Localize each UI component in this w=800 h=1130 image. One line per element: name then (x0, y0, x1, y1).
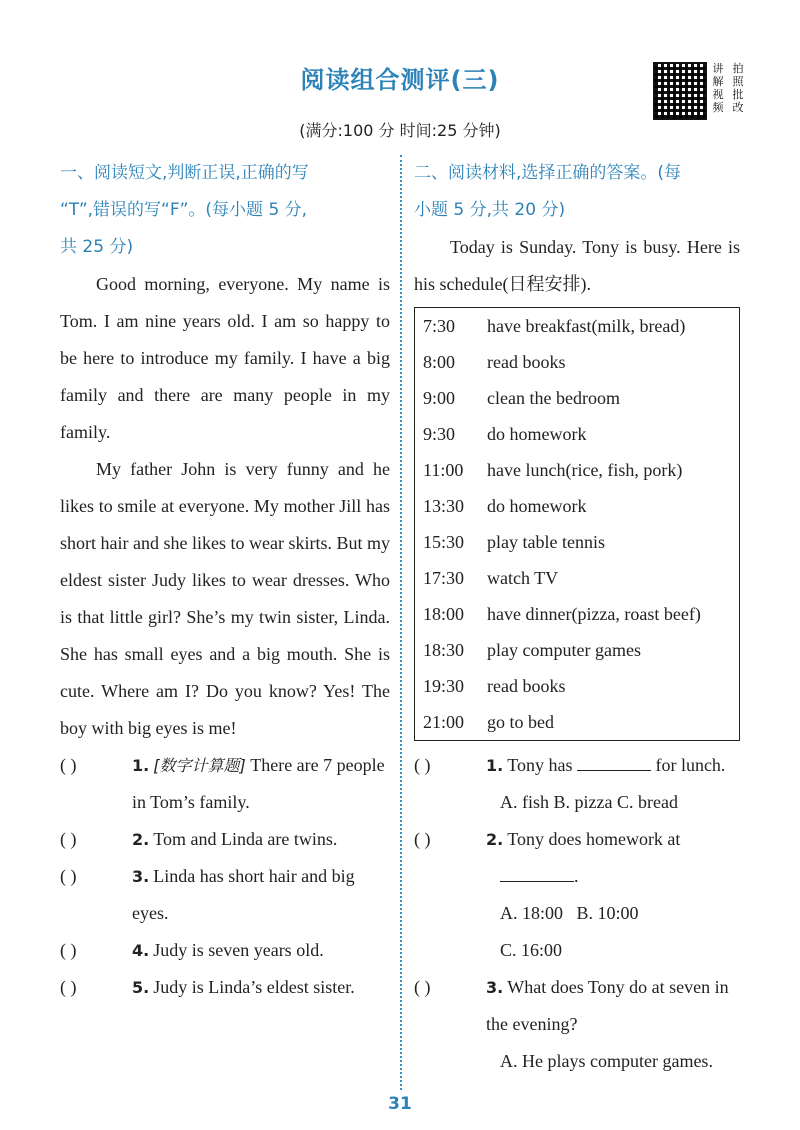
page-title: 阅读组合测评(三) (300, 66, 500, 94)
score-time-info: (满分:100 分 时间:25 分钟) (299, 121, 501, 140)
schedule-row (415, 596, 740, 632)
schedule-activity: go to bed (487, 712, 554, 732)
blank-line: . (414, 858, 740, 895)
question-text: Tony has (507, 755, 573, 775)
schedule-activity: watch TV (487, 568, 559, 588)
question-item (414, 747, 740, 784)
schedule-time: 19:30 (423, 676, 465, 696)
schedule-row (415, 704, 740, 741)
option-b: B. 10:00 (576, 903, 639, 923)
option-a: A. 18:00 (500, 903, 563, 923)
answer-bracket[interactable]: ( ) (414, 829, 431, 849)
qr-label: 频 (712, 101, 724, 114)
schedule-time: 18:00 (423, 604, 465, 624)
qr-label: 视 (712, 88, 724, 101)
schedule-row (415, 344, 740, 380)
answer-bracket[interactable]: ( ) (60, 940, 77, 960)
answer-bracket[interactable]: ( ) (60, 866, 77, 886)
question-text: Tony does homework at (507, 829, 681, 849)
section-one-heading: 一、阅读短文,判断正误,正确的写 “T”,错误的写“F”。(每小题 5 分, 共 25 分) (60, 163, 309, 257)
schedule-activity: do homework (487, 424, 587, 444)
question-item (414, 821, 740, 858)
schedule-time: 7:30 (423, 316, 456, 336)
schedule-time: 21:00 (423, 712, 465, 732)
schedule-time: 13:30 (423, 496, 465, 516)
question-number: 4. (132, 941, 150, 960)
qr-labels (708, 62, 748, 114)
question-number: 5. (132, 978, 150, 997)
question-text: for lunch. (655, 755, 726, 775)
schedule-activity: have dinner(pizza, roast beef) (487, 604, 701, 624)
question-item (60, 969, 390, 1006)
intro-text: Today is Sunday. Tony is busy. Here is his schedule(日程安排). (414, 237, 740, 294)
question-number: 2. (132, 830, 150, 849)
question-number: 1. (132, 756, 150, 775)
schedule-row (415, 452, 740, 488)
question-text: Linda has short hair and big eyes. (132, 866, 355, 923)
schedule-time: 8:00 (423, 352, 456, 372)
question-text: Tom and Linda are twins. (153, 829, 338, 849)
schedule-row (415, 416, 740, 452)
answer-bracket[interactable]: ( ) (414, 755, 431, 775)
schedule-time: 11:00 (423, 460, 464, 480)
question-text: There are 7 people in Tom’s family. (132, 755, 385, 812)
page-number: 31 (388, 1094, 412, 1114)
schedule-time: 18:30 (423, 640, 465, 660)
schedule-activity: play table tennis (487, 532, 605, 552)
question-item (60, 747, 390, 821)
schedule-time: 15:30 (423, 532, 465, 552)
question-tag: [数字计算题] (153, 756, 246, 775)
schedule-row (415, 488, 740, 524)
schedule-time: 9:30 (423, 424, 456, 444)
answer-bracket[interactable]: ( ) (60, 829, 77, 849)
schedule-activity: read books (487, 352, 566, 372)
fill-blank (577, 752, 651, 771)
schedule-row (415, 524, 740, 560)
question-text: Judy is Linda’s eldest sister. (153, 977, 355, 997)
answer-bracket[interactable]: ( ) (414, 977, 431, 997)
qr-label: 照 (732, 75, 744, 88)
schedule-row (415, 560, 740, 596)
question-item (60, 932, 390, 969)
question-number: 3. (132, 867, 150, 886)
question-item (60, 858, 390, 932)
section-two-heading: 二、阅读材料,选择正确的答案。(每 小题 5 分,共 20 分) (414, 163, 682, 220)
schedule-time: 9:00 (423, 388, 456, 408)
passage-paragraph: My father John is very funny and he likes to smile at everyone. My mother Jill has short hair and she likes to wear skirts. But my eldest sister Judy likes to wear dresses. Who is that little girl? She’s my twin sister, Linda. She has small eyes and a big mouth. She is cute. Where am I? Do you know? Yes! The boy with big eyes is me! (60, 459, 390, 738)
fill-blank (500, 863, 574, 882)
schedule-time: 17:30 (423, 568, 465, 588)
question-number: 2. (486, 830, 504, 849)
question-item (414, 969, 740, 1043)
schedule-row (415, 668, 740, 704)
qr-label: 讲 (712, 62, 724, 75)
question-text: Judy is seven years old. (153, 940, 324, 960)
schedule-row (415, 380, 740, 416)
qr-label: 拍 (732, 62, 744, 75)
schedule-activity: play computer games (487, 640, 641, 660)
answer-options (414, 895, 740, 932)
answer-bracket[interactable]: ( ) (60, 755, 77, 775)
answer-bracket[interactable]: ( ) (60, 977, 77, 997)
qr-label: 批 (732, 88, 744, 101)
question-number: 3. (486, 978, 504, 997)
question-number: 1. (486, 756, 504, 775)
qr-label: 解 (712, 75, 724, 88)
passage-paragraph: Good morning, everyone. My name is Tom. I am nine years old. I am so happy to be here to introduce my family. I have a big family and there are many people in my family. (60, 274, 390, 442)
schedule-activity: read books (487, 676, 566, 696)
qr-label: 改 (732, 101, 744, 114)
schedule-row (415, 632, 740, 668)
option-a: A. He plays computer games. (500, 1051, 713, 1071)
question-item (60, 821, 390, 858)
schedule-row (415, 308, 740, 345)
schedule-activity: do homework (487, 496, 587, 516)
option-c: C. 16:00 (500, 940, 563, 960)
schedule-activity: clean the bedroom (487, 388, 620, 408)
column-divider (400, 155, 402, 1090)
left-column (60, 155, 390, 1006)
answer-options: A. fish B. pizza C. bread (500, 792, 678, 812)
schedule-table (414, 307, 740, 741)
question-text: What does Tony do at seven in the evening? (486, 977, 729, 1034)
schedule-activity: have lunch(rice, fish, pork) (487, 460, 683, 480)
qr-code-icon[interactable] (653, 62, 707, 120)
right-column (414, 155, 740, 1080)
schedule-activity: have breakfast(milk, bread) (487, 316, 686, 336)
